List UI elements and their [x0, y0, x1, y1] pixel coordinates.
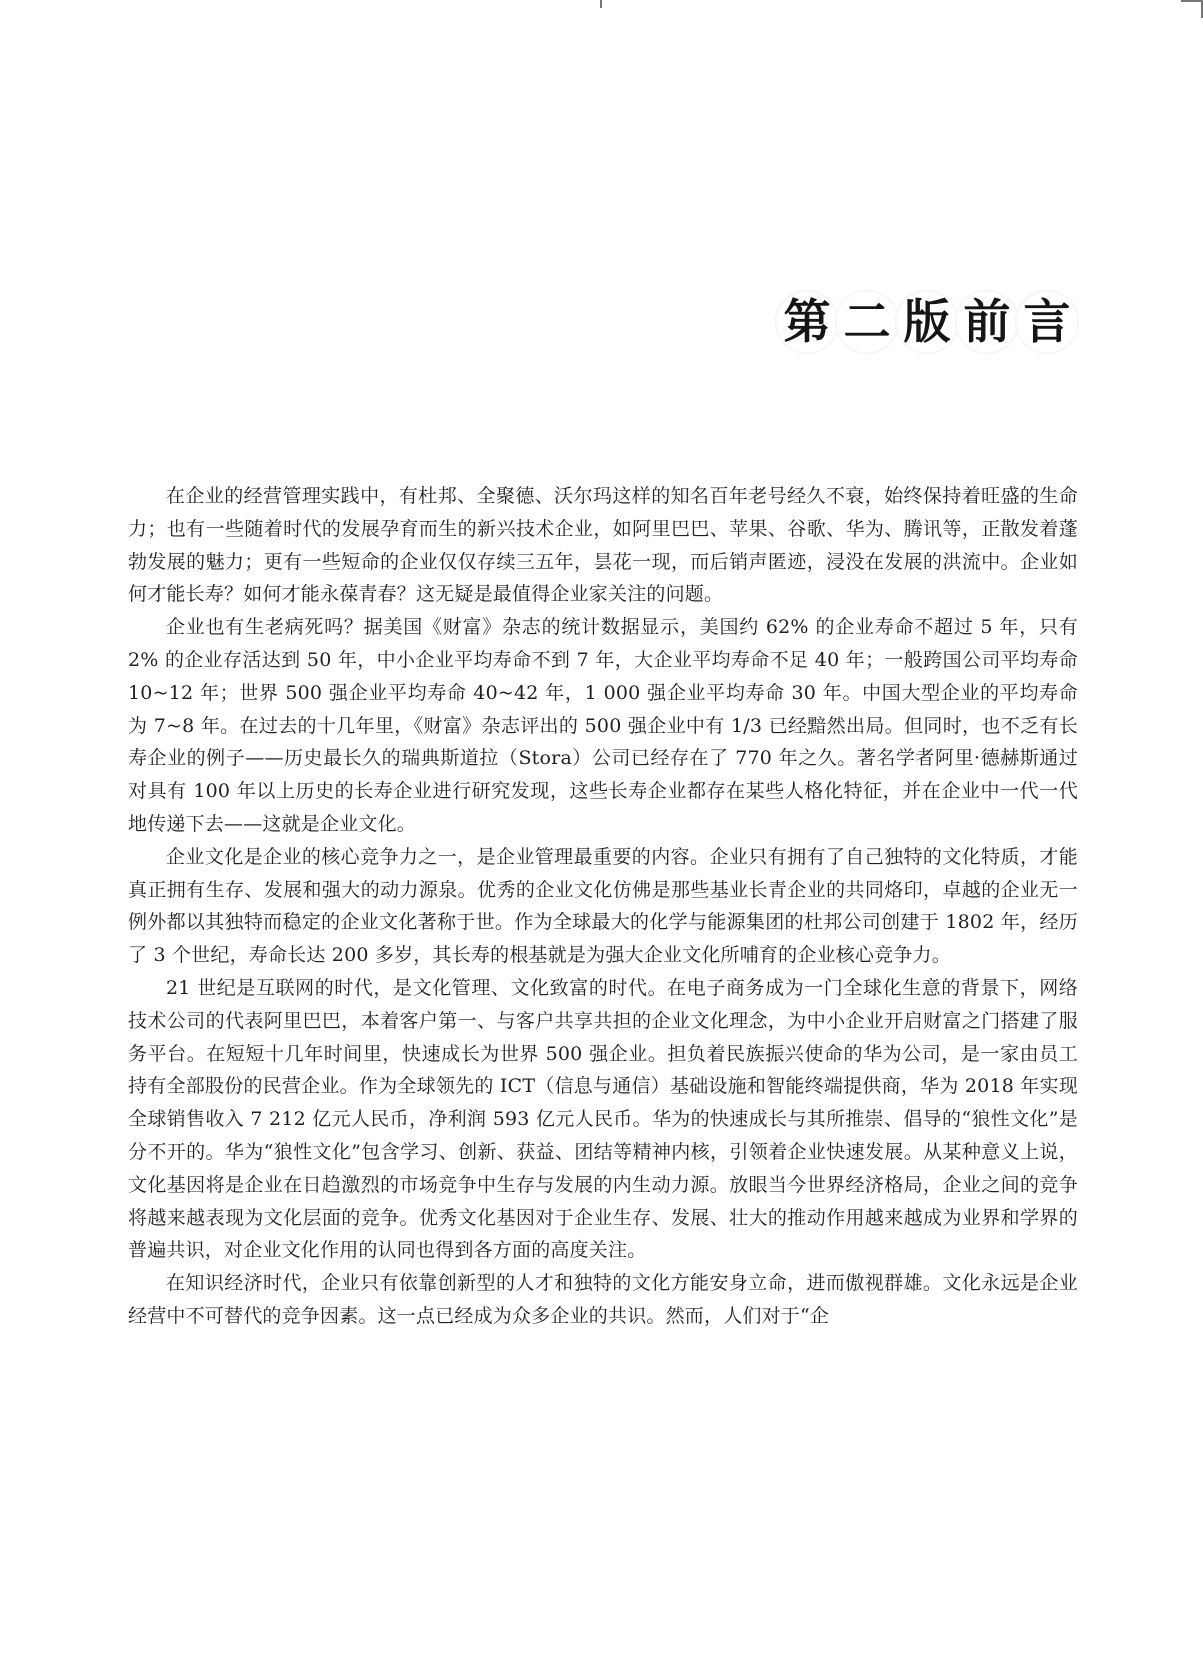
- crop-mark-top-right: [1181, 0, 1203, 2]
- title-char: 版: [895, 290, 959, 354]
- paragraph-2: 企业也有生老病死吗？据美国《财富》杂志的统计数据显示，美国约 62% 的企业寿命不超过 5 年，只有 2% 的企业存活达到 50 年，中小企业平均寿命不到 7 年，大企业平均寿命不足 40 年；一般跨国公司平均寿命 10~12 年；世界 500 强企业平均寿命 40~42 年，1 000 强企业平均寿命 30 年。中国大型企业的平均寿命为 7~8 年。在过去的十几年里，《财富》杂志评出的 500 强企业中有 1/3 已经黯然出局。但同时，也不乏有长寿企业的例子——历史最长久的瑞典斯道拉（Stora）公司已经存在了 770 年之久。著名学者阿里·德赫斯通过对具有 100 年以上历史的长寿企业进行研究发现，这些长寿企业都存在某些人格化特征，并在企业中一代一代地传递下去——这就是企业文化。: [128, 616, 1078, 835]
- title-char: 前: [955, 290, 1019, 354]
- paragraph-5: 在知识经济时代，企业只有依靠创新型的人才和独特的文化方能安身立命，进而傲视群雄。文化永远是企业经营中不可替代的竞争因素。这一点已经成为众多企业的共识。然而，人们对于“企: [128, 1272, 1078, 1327]
- page-title: [779, 290, 1079, 354]
- title-char: 言: [1015, 290, 1079, 354]
- title-char: 二: [835, 290, 899, 354]
- title-char: 第: [775, 290, 839, 354]
- paragraph-1: 在企业的经营管理实践中，有杜邦、全聚德、沃尔玛这样的知名百年老号经久不衰，始终保持着旺盛的生命力；也有一些随着时代的发展孕育而生的新兴技术企业，如阿里巴巴、苹果、谷歌、华为、腾讯等，正散发着蓬勃发展的魅力；更有一些短命的企业仅仅存续三五年，昙花一现，而后销声匿迹，浸没在发展的洪流中。企业如何才能长寿？如何才能永葆青春？这无疑是最值得企业家关注的问题。: [128, 485, 1078, 606]
- paragraph-4: 21 世纪是互联网的时代，是文化管理、文化致富的时代。在电子商务成为一门全球化生意的背景下，网络技术公司的代表阿里巴巴，本着客户第一、与客户共享共担的企业文化理念，为中小企业开启财富之门搭建了服务平台。在短短十几年时间里，快速成长为世界 500 强企业。担负着民族振兴使命的华为公司，是一家由员工持有全部股份的民营企业。作为全球领先的 ICT（信息与通信）基础设施和智能终端提供商，华为 2018 年实现全球销售收入 7 212 亿元人民币，净利润 593 亿元人民币。华为的快速成长与其所推崇、倡导的“狼性文化”是分不开的。华为“狼性文化”包含学习、创新、获益、团结等精神内核，引领着企业快速发展。从某种意义上说，文化基因将是企业在日趋激烈的市场竞争中生存与发展的内生动力源。放眼当今世界经济格局，企业之间的竞争将越来越表现为文化层面的竞争。优秀文化基因对于企业生存、发展、壮大的推动作用越来越成为业界和学界的普遍共识，对企业文化作用的认同也得到各方面的高度关注。: [128, 976, 1078, 1262]
- paragraph-3: 企业文化是企业的核心竞争力之一，是企业管理最重要的内容。企业只有拥有了自己独特的文化特质，才能真正拥有生存、发展和强大的动力源泉。优秀的企业文化仿佛是那些基业长青企业的共同烙印，卓越的企业无一例外都以其独特而稳定的企业文化著称于世。作为全球最大的化学与能源集团的杜邦公司创建于 1802 年，经历了 3 个世纪，寿命长达 200 多岁，其长寿的根基就是为强大企业文化所哺育的企业核心竞争力。: [128, 845, 1078, 967]
- body-text: [128, 480, 1078, 1333]
- crop-mark-top-center: [600, 0, 602, 8]
